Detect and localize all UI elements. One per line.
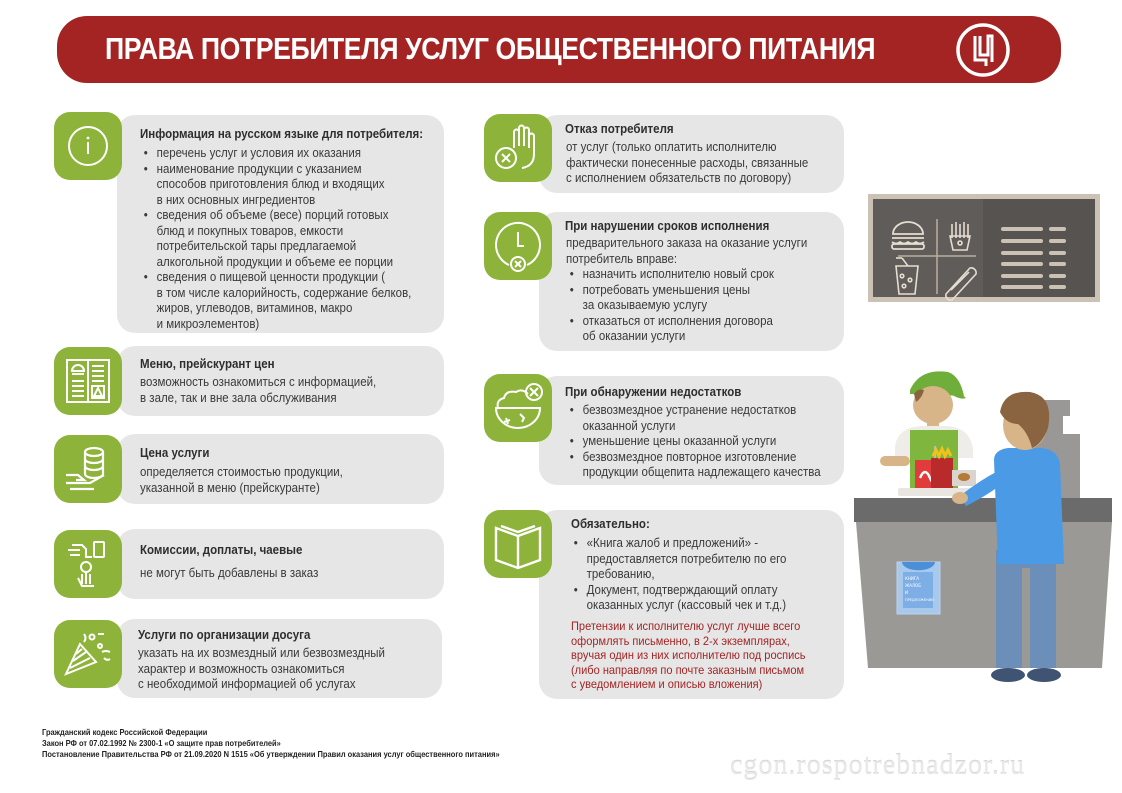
bullet-item: • сведения об объеме (весе) порций готовых блюд и покупных товаров, емкости потребительской тары предлагаемой алкогольной продукции и объеме ее порции [141,208,411,270]
page-title: ПРАВА ПОТРЕБИТЕЛЯ УСЛУГ ОБЩЕСТВЕННОГО ПИТАНИЯ [105,31,876,66]
card-tips [117,529,444,599]
card-bullets [571,536,786,614]
spoiled-food-icon [490,380,546,436]
card-title: Цена услуги [140,446,210,460]
card-bullets [567,403,821,481]
bullet-item: • уменьшение цены оказанной услуги [567,434,821,450]
bullet-item: • Документ, подтверждающий оплату оказанных услуг (кассовый чек и т.д.) [571,583,786,614]
bullet-item: • безвозмездное устранение недостатков оказанной услуги [567,403,821,434]
card-title: Комиссии, доплаты, чаевые [140,543,303,557]
bullet-item: • «Книга жалоб и предложений» - предоставляется потребителю по его требованию, [571,536,786,583]
card-title: Меню, прейскурант цен [140,357,275,371]
refusal-tile [484,114,552,182]
legal-references [42,727,500,760]
legal-ref-line: Закон РФ от 07.02.1992 № 2300-1 «О защите прав потребителей» [42,738,281,748]
card-text: определяется стоимостью продукции, указанной в меню (прейскуранте) [140,465,343,495]
bullet-item: • отказаться от исполнения договора об оказании услуги [567,314,774,345]
claims-note: Претензии к исполнителю услуг лучше всего оформлять письменно, в 2-х экземплярах, вручая один из них исполнителю под роспись (либо направляя по почте заказным письмом с уведомлением и описью вложения) [571,619,806,691]
card-text: не могут быть добавлены в заказ [140,566,319,580]
coins-hand-icon [62,443,114,495]
svg-text:ЖАЛОБ: ЖАЛОБ [905,583,921,588]
header-banner [57,16,1061,83]
bullet-item: • сведения о пищевой ценности продукции ( в том числе калорийность, содержание белков, жиров, углеводов, витаминов, макро и микроэлементов) [141,270,411,332]
price-tile [54,435,122,503]
tips-icon [62,538,114,590]
info-tile [54,112,122,180]
mandatory-tile [484,510,552,578]
stop-hand-icon [492,122,544,174]
defects-tile [484,374,552,442]
card-text: возможность ознакомиться с информацией, в зале, так и вне зала обслуживания [140,375,377,405]
menu-board-illustration [868,194,1100,302]
card-title: Информация на русском языке для потребителя: [140,127,424,141]
menu-icon [62,355,114,407]
legal-ref-line: Постановление Правительства РФ от 21.09.2020 N 1515 «Об утверждении Правил оказания услуг общественного питания» [42,749,500,759]
tips-tile [54,530,122,598]
svg-text:КНИГА: КНИГА [905,576,920,581]
card-title: Услуги по организации досуга [138,628,311,642]
rospotrebnadzor-logo-icon [955,22,1011,78]
bullet-item: • безвозмездное повторное изготовление продукции общепита надлежащего качества [567,450,821,481]
counter-scene-illustration [850,350,1120,690]
bullet-item: • назначить исполнителю новый срок [567,267,774,283]
bullet-item: • перечень услуг и условия их оказания [141,146,411,162]
info-icon [63,121,113,171]
svg-text:ПРЕДЛОЖЕНИЙ: ПРЕДЛОЖЕНИЙ [905,598,934,602]
card-bullets [141,146,411,332]
svg-text:И: И [905,590,908,595]
bullet-item: • наименование продукции с указанием способов приготовления блюд и входящих в них основных ингредиентов [141,162,411,209]
bullet-item: • потребовать уменьшения цены за оказываемую услугу [567,283,774,314]
open-book-icon [490,516,546,572]
card-title: При нарушении сроков исполнения [565,219,770,233]
deadline-tile [484,212,552,280]
site-watermark: cgon.rospotrebnadzor.ru [730,750,1026,781]
card-title: При обнаружении недостатков [565,385,742,399]
card-text: от услуг (только оплатить исполнителю фактически понесенные расходы, связанные с исполнением обязательств по договору) [566,140,809,185]
card-title: Обязательно: [571,517,650,531]
party-popper-icon [62,628,114,680]
card-bullets [567,267,774,345]
legal-ref-line: Гражданский кодекс Российской Федерации [42,727,208,737]
leisure-tile [54,620,122,688]
menu-tile [54,347,122,415]
card-title: Отказ потребителя [565,122,674,136]
card-text: предварительного заказа на оказание услуги потребитель вправе: [566,236,808,266]
card-text: указать на их возмездный или безвозмездный характер и возможность ознакомиться с необходимой информацией об услугах [138,646,385,691]
clock-cancel-icon [490,218,546,274]
